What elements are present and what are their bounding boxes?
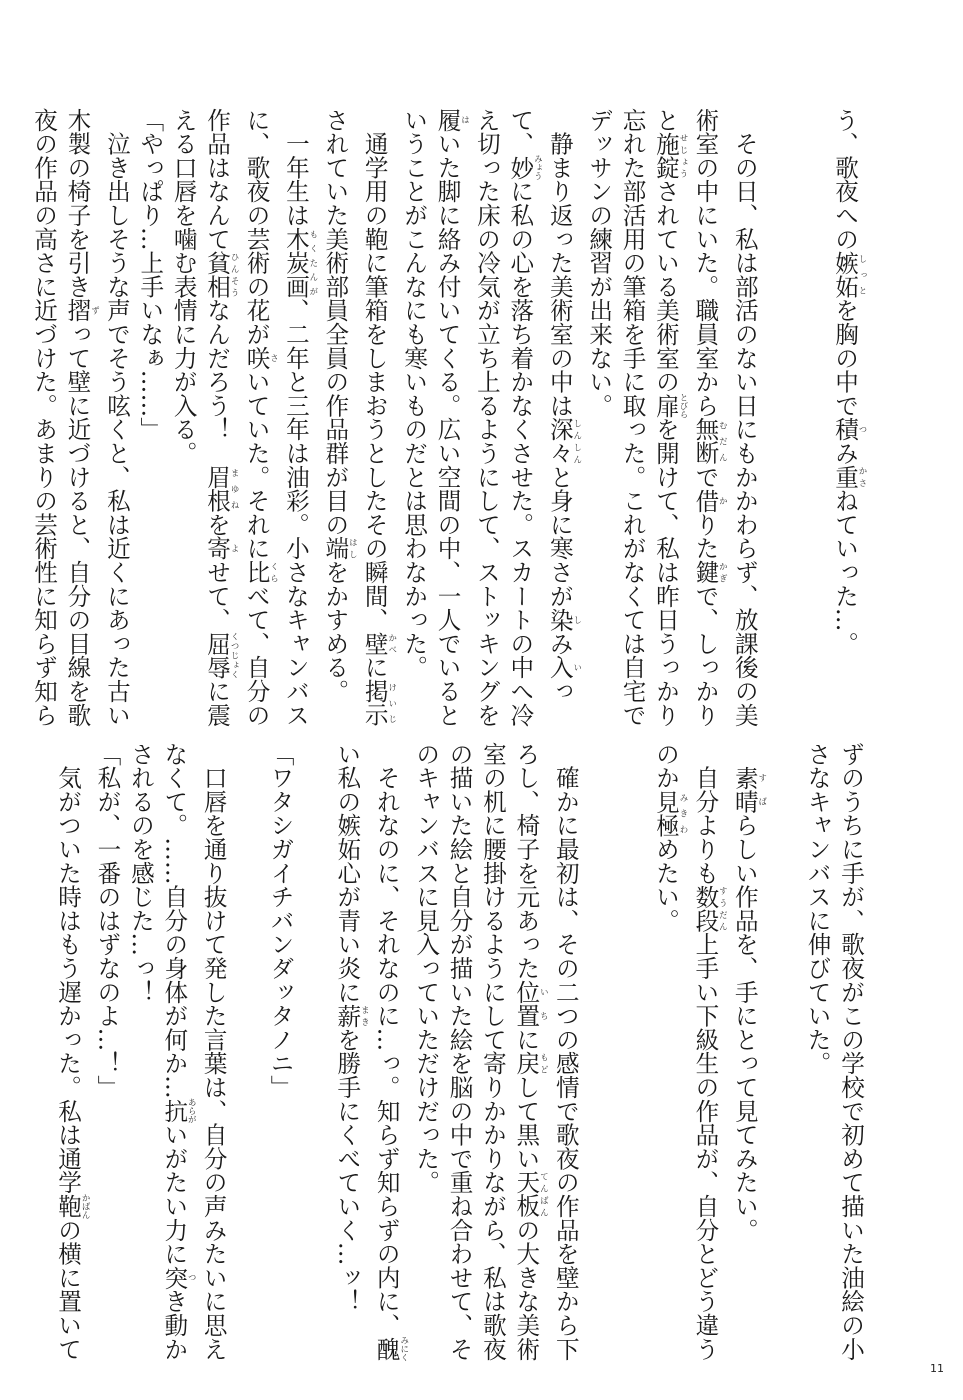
text-column: い私の嫉妬心が青い炎に薪まきを勝手にくべていく…ッ！ <box>333 742 370 1314</box>
blank-column <box>582 742 615 1342</box>
furigana-word: 扉とびら <box>651 392 688 419</box>
text-column: 素晴すばらしい作品を、手にとって見てみたい。 <box>730 765 767 1242</box>
furigana-word: 咲さ <box>242 346 279 370</box>
furigana-word: 位置いち <box>512 980 549 1028</box>
text-column: のキャンバスに見入っていただけだった。 <box>412 742 441 1195</box>
text-block-lower <box>51 742 867 1362</box>
furigana-word: 鞄かばん <box>54 1193 91 1219</box>
text-column: 口唇を通り抜けて発した言葉は、自分の声みたいに思え <box>199 742 228 1361</box>
text-column: 「私が、一番のはずなのよ…！」 <box>93 742 122 1099</box>
furigana-word: 摺ず <box>63 298 100 323</box>
text-column: 自分よりも数段すうだん上手い下級生の作品が、自分とどう違う <box>691 742 728 1361</box>
text-column: える口唇を噛む表情に力が入る。 <box>169 108 198 465</box>
furigana-word: 無断むだん <box>691 417 728 466</box>
furigana-word: 端はし <box>321 536 358 561</box>
furigana-word: 眉根まゆね <box>203 465 240 513</box>
furigana-word: 深々しんしん <box>545 417 582 466</box>
furigana-word: 寄よ <box>203 536 240 561</box>
text-column: 確かに最初は、その二つの感情で歌夜の作品を壁から下 <box>551 742 580 1361</box>
text-block-upper <box>27 108 867 727</box>
furigana-word: 比くら <box>242 560 279 585</box>
furigana-word: 借か <box>691 488 728 513</box>
text-column: の描いた絵と自分が描いた絵を脳の中で重ね合わせて、そ <box>445 742 474 1361</box>
text-column: いうことがこんなにも寒いものだとは思わなかった。 <box>400 108 429 680</box>
furigana-word: 木炭画もくたんが <box>281 227 318 299</box>
furigana-word: 貧相ひんそう <box>203 250 240 299</box>
text-column: されるのを感じた…っ！ <box>126 742 155 1004</box>
furigana-word: 数段すうだん <box>691 884 728 933</box>
blank-column <box>230 742 263 1342</box>
furigana-word: 抗あらが <box>160 1098 197 1124</box>
text-column: と施錠せじょうされている美術室の扉とびらを開けて、私は昨日うっかり <box>651 108 688 727</box>
text-column: さなキャンバスに伸びていた。 <box>803 742 832 1076</box>
text-column: え切った床の冷気が立ち上るようにして、ストッキングを <box>472 108 501 727</box>
furigana-word: 薪まき <box>333 1003 370 1028</box>
text-column: ろし、椅子を元あった位置いちに戻もどして黒い天板てんばんの大きな美術 <box>512 742 549 1361</box>
furigana-word: 掲示けいじ <box>360 679 397 727</box>
furigana-word: 素晴すば <box>730 765 767 814</box>
text-column: 夜の作品の高さに近づけた。あまりの芸術性に知らず知ら <box>30 108 59 727</box>
furigana-word: 染し <box>545 607 582 632</box>
text-column: デッサンの練習が出来ない。 <box>585 108 614 418</box>
furigana-word: 入い <box>545 655 582 680</box>
text-column: 術室の中にいた。職員室から無断むだんで借かりた鍵かぎで、しっかり <box>691 108 728 727</box>
text-column: されていた美術部員全員の作品群が目の端はしをかすめる。 <box>321 108 358 704</box>
furigana-word: 鍵かぎ <box>691 560 728 585</box>
text-column: なくて。……自分の身体が何か…抗あらがいがたい力に突つき動か <box>160 742 197 1361</box>
furigana-word: 履は <box>433 108 470 132</box>
text-column: 履はいた脚に絡み付いてくる。広い空間の中、一人でいると <box>433 108 470 727</box>
text-column: のか見極みきわめたい。 <box>651 742 688 933</box>
furigana-word: 屈辱くつじょく <box>203 631 240 680</box>
furigana-word: 重かさ <box>831 465 867 489</box>
text-column: う、歌夜への嫉妬しっとを胸の中で積つみ重かさねていった…。 <box>831 108 867 656</box>
text-column: 木製の椅子を引き摺ずって壁に近づけると、自分の目線を歌 <box>63 108 100 727</box>
furigana-word: 嫉妬しっと <box>831 250 867 299</box>
text-column: 気がついた時はもう遅かった。私は通学鞄かばんの横に置いて <box>54 742 91 1361</box>
text-column: 室の机に腰掛けるようにして寄りかかりながら、私は歌夜 <box>478 742 507 1361</box>
furigana-word: 積つ <box>831 417 867 442</box>
furigana-word: 妙みょう <box>506 154 543 181</box>
furigana-word: 醜みにく <box>372 1336 409 1362</box>
text-column: 静まり返った美術室の中は深々しんしんと身に寒さが染しみ入いっ <box>545 108 582 704</box>
text-column: 忘れた部活用の筆箱を手に取った。これがなくては自宅で <box>618 108 647 727</box>
furigana-word: 施錠せじょう <box>651 131 688 180</box>
page-number: 11 <box>930 1362 944 1375</box>
text-column: 「ワタシガイチバンダッタノニ」 <box>266 742 295 1099</box>
blank-column <box>761 108 794 708</box>
text-column: 作品はなんて貧相ひんそうなんだろう！ 眉根まゆねを寄よせて、屈辱くつじょくに震 <box>203 108 240 727</box>
blank-column <box>297 742 330 1342</box>
furigana-word: 見極みきわ <box>651 789 688 838</box>
text-column: 通学用の鞄に筆箱をしまおうとしたその瞬間、壁かべに掲示けいじ <box>360 108 397 727</box>
blank-column <box>794 108 827 708</box>
text-column: それなのに、それなのに…っ。知らず知らずの内に、醜みにく <box>372 742 409 1362</box>
text-column: ずのうちに手が、歌夜がこの学校で初めて描いた油絵の小 <box>837 742 865 1361</box>
furigana-word: 突つ <box>160 1265 197 1290</box>
text-column: に、歌夜の芸術の花が咲さいていた。それに比くらべて、自分の <box>242 108 279 727</box>
text-column: て、妙みょうに私の心を落ち着かなくさせた。スカートの中へ冷 <box>506 108 543 727</box>
furigana-word: 天板てんばん <box>512 1170 549 1219</box>
blank-column <box>767 742 800 1342</box>
furigana-word: 戻もど <box>512 1051 549 1076</box>
furigana-word: 壁かべ <box>360 631 397 656</box>
text-column: 泣き出しそうな声でそう呟くと、私は近くにあった古い <box>102 108 131 727</box>
text-column: 一年生は木炭画もくたんが、二年と三年は油彩。小さなキャンバス <box>281 108 318 727</box>
text-column: 「やっぱり…上手いなぁ……」 <box>136 108 165 442</box>
text-column: その日、私は部活のない日にもかかわらず、放課後の美 <box>730 108 759 727</box>
blank-column <box>615 742 648 1342</box>
